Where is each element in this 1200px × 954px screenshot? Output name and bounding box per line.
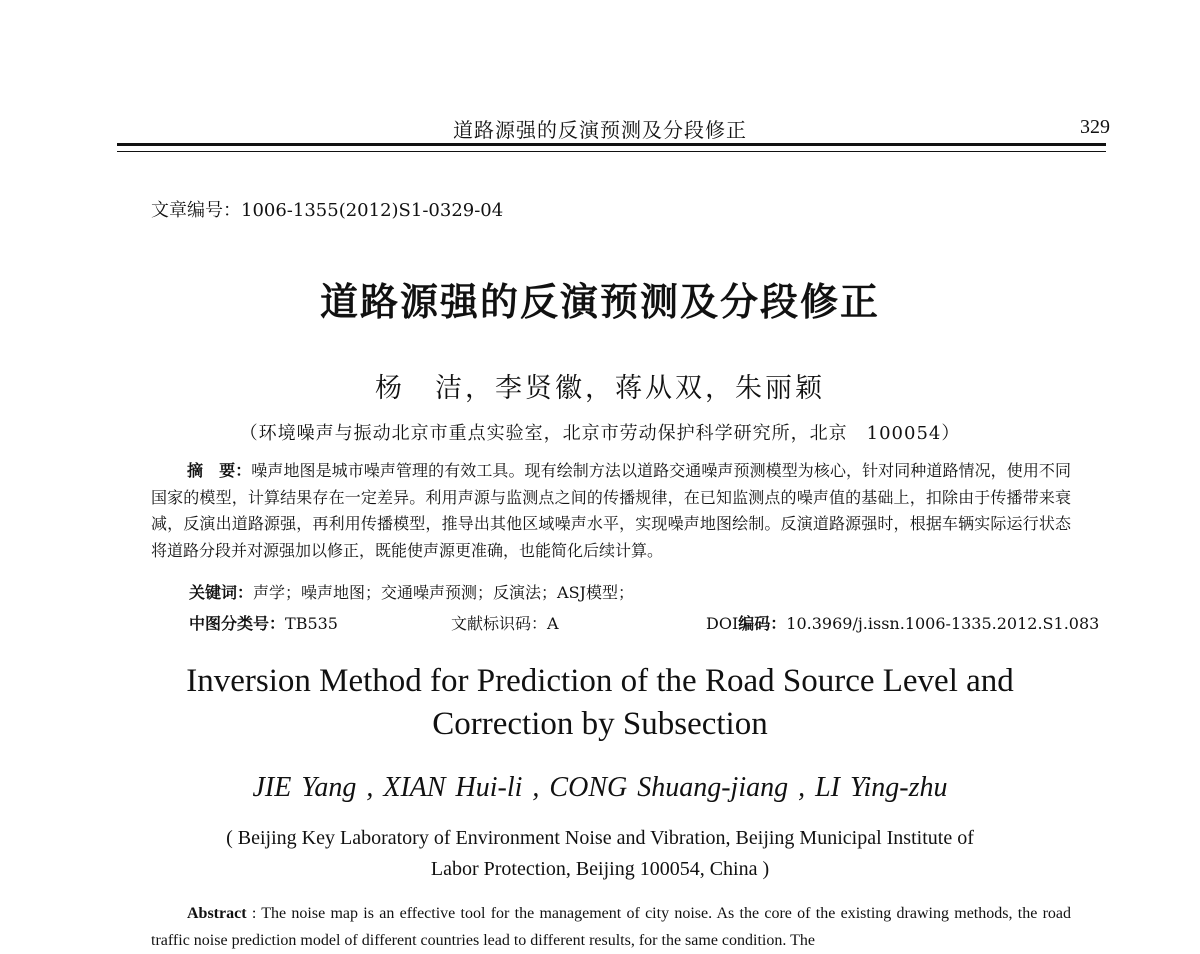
keywords-label: 关键词： [189,583,254,602]
class-label: 中图分类号： [189,614,286,633]
classification-number [189,611,338,634]
doi-label: 编码： [738,614,787,633]
chinese-authors: 杨 洁，李贤徽，蒋从双，朱丽颖 [375,373,825,404]
doi-code [706,611,1099,634]
english-abstract-text: : The noise map is an effective tool for the management of city noise. As the core of the existing drawing methods, the road traffic noise prediction model of different countries lead to different results, for the same condition. The [151,905,1071,949]
doi-value: 10.3969/j.issn.1006-1335.2012.S1.083 [786,614,1100,633]
chinese-abstract-text: 噪声地图是城市噪声管理的有效工具。现有绘制方法以道路交通噪声预测模型为核心，针对同种道路情况，使用不同国家的模型，计算结果存在一定差异。利用声源与监测点之间的传播规律，在已知监测点的噪声值的基础上，扣除由于传播带来衰减，反演出道路源强，再利用传播模型，推导出其他区域噪声水平，实现噪声地图绘制。反演道路源强时，根据车辆实际运行状态将道路分段并对源强加以修正，既能使声源更准确，也能简化后续计算。 [151,461,1071,560]
english-affiliation-line1: ( Beijing Key Laboratory of Environment Noise and Vibration, Beijing Municipal Institute of [226,827,974,849]
chinese-title: 道路源强的反演预测及分段修正 [319,280,880,324]
english-title-line2: Correction by Subsection [432,706,768,742]
header-rule-thick [117,143,1106,146]
english-title [0,660,1200,746]
class-value: TB535 [285,614,338,633]
english-affiliation-line2: Labor Protection, Beijing 100054, China ) [430,858,770,880]
english-abstract [151,900,1071,954]
doc-code-label: 文献标识码： [451,614,548,633]
english-title-line1: Inversion Method for Prediction of the Road Source Level and [186,663,1014,699]
header-rule-thin [117,151,1106,152]
keywords-value: 声学；噪声地图；交通噪声预测；反演法；ASJ模型； [253,583,634,602]
article-number: 文章编号：1006-1355(2012)S1-0329-04 [151,200,504,221]
document-code [451,611,559,634]
page-number: 329 [1080,116,1110,138]
english-authors: JIE Yang , XIAN Hui-li , CONG Shuang-jiang , LI Ying-zhu [252,772,948,803]
chinese-abstract-label: 摘 要： [187,461,252,480]
english-affiliation [0,823,1200,885]
chinese-abstract [151,458,1071,564]
doi-prefix: DOI [706,614,739,633]
english-abstract-label: Abstract [187,905,247,922]
chinese-keywords [189,580,634,603]
chinese-affiliation: （环境噪声与振动北京市重点实验室，北京市劳动保护科学研究所，北京 100054） [239,423,961,444]
doc-code-value: A [547,614,559,633]
running-title: 道路源强的反演预测及分段修正 [453,118,747,142]
